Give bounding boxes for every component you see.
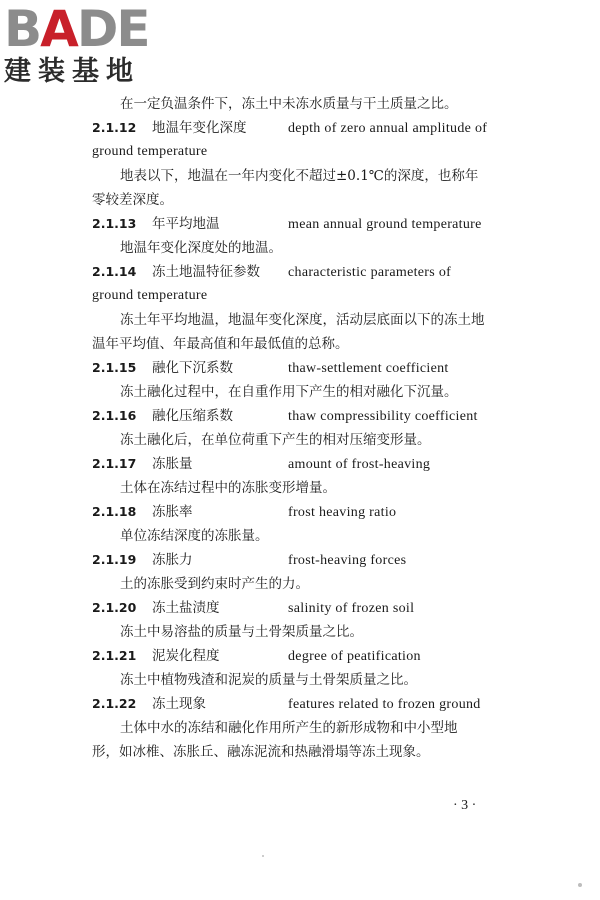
term-number: 2.1.20	[92, 600, 137, 615]
term-entry	[92, 644, 532, 668]
term-number: 2.1.15	[92, 360, 137, 375]
term-chinese: 冻胀力	[152, 552, 193, 568]
term-entry	[92, 548, 532, 572]
term-english: thaw compressibility coefficient	[288, 409, 478, 424]
definition-line: 地温年变化深度处的地温。	[120, 240, 282, 256]
logo-letters-row	[4, 0, 174, 58]
term-entry	[92, 692, 532, 716]
term-english: characteristic parameters of	[288, 265, 452, 280]
term-english: amount of frost-heaving	[288, 457, 431, 472]
term-entry	[92, 212, 532, 236]
term-chinese: 冻胀率	[152, 504, 193, 520]
term-chinese: 年平均地温	[152, 216, 220, 232]
definition-continuation: 形，如冰椎、冻胀丘、融冻泥流和热融滑塌等冻土现象。	[92, 744, 430, 760]
term-number: 2.1.13	[92, 216, 137, 231]
term-english: frost heaving ratio	[288, 505, 397, 520]
definition-line: 在一定负温条件下，冻土中未冻水质量与干土质量之比。	[120, 96, 458, 112]
term-chinese: 冻土盐渍度	[152, 600, 220, 616]
term-chinese: 冻土地温特征参数	[152, 264, 260, 280]
definition-line: 地表以下，地温在一年内变化不超过±0.1℃的深度，也称年	[120, 168, 479, 184]
term-chinese: 冻胀量	[152, 456, 193, 472]
definition-line: 冻土融化过程中，在自重作用下产生的相对融化下沉量。	[120, 384, 458, 400]
document-body	[92, 92, 532, 764]
term-english: mean annual ground temperature	[288, 217, 482, 232]
term-number: 2.1.14	[92, 264, 137, 279]
logo-subtitle: 建装基地	[4, 56, 140, 87]
term-english-continued: ground temperature	[92, 288, 208, 303]
term-entry	[92, 116, 532, 140]
definition-continuation: 零较差深度。	[92, 192, 173, 208]
term-english: features related to frozen ground	[288, 697, 481, 712]
term-entry	[92, 500, 532, 524]
term-entry	[92, 452, 532, 476]
term-chinese: 融化压缩系数	[152, 408, 233, 424]
term-english: salinity of frozen soil	[288, 601, 415, 616]
definition-continuation: 温年平均值、年最高值和年最低值的总称。	[92, 336, 349, 352]
term-number: 2.1.19	[92, 552, 137, 567]
definition-line: 单位冻结深度的冻胀量。	[120, 528, 269, 544]
scan-speck	[262, 855, 264, 857]
term-english-continued: ground temperature	[92, 144, 208, 159]
term-number: 2.1.12	[92, 120, 137, 135]
term-entry	[92, 356, 532, 380]
term-chinese: 地温年变化深度	[152, 120, 247, 136]
definition-line: 土的冻胀受到约束时产生的力。	[120, 576, 309, 592]
term-entry	[92, 404, 532, 428]
definition-line: 冻土年平均地温，地温年变化深度，活动层底面以下的冻土地	[120, 312, 485, 328]
definition-line: 土体在冻结过程中的冻胀变形增量。	[120, 480, 336, 496]
definition-line: 土体中水的冻结和融化作用所产生的新形成物和中小型地	[120, 720, 458, 736]
term-entry	[92, 596, 532, 620]
logo-letters: BADE	[4, 0, 149, 58]
term-english: thaw-settlement coefficient	[288, 361, 449, 376]
term-number: 2.1.18	[92, 504, 137, 519]
definition-line: 冻土融化后，在单位荷重下产生的相对压缩变形量。	[120, 432, 431, 448]
term-number: 2.1.21	[92, 648, 137, 663]
term-chinese: 冻土现象	[152, 696, 206, 712]
term-number: 2.1.22	[92, 696, 137, 711]
bade-logo	[4, 2, 174, 88]
term-number: 2.1.16	[92, 408, 137, 423]
term-entry	[92, 260, 532, 284]
term-english: depth of zero annual amplitude of	[288, 121, 488, 136]
term-english: frost-heaving forces	[288, 553, 407, 568]
term-chinese: 泥炭化程度	[152, 648, 220, 664]
definition-line: 冻土中易溶盐的质量与土骨架质量之比。	[120, 624, 363, 640]
definition-line: 冻土中植物残渣和泥炭的质量与土骨架质量之比。	[120, 672, 417, 688]
term-english: degree of peatification	[288, 649, 421, 664]
scan-speck	[578, 883, 582, 887]
term-number: 2.1.17	[92, 456, 137, 471]
page-number: · 3 ·	[453, 798, 477, 813]
term-chinese: 融化下沉系数	[152, 360, 233, 376]
